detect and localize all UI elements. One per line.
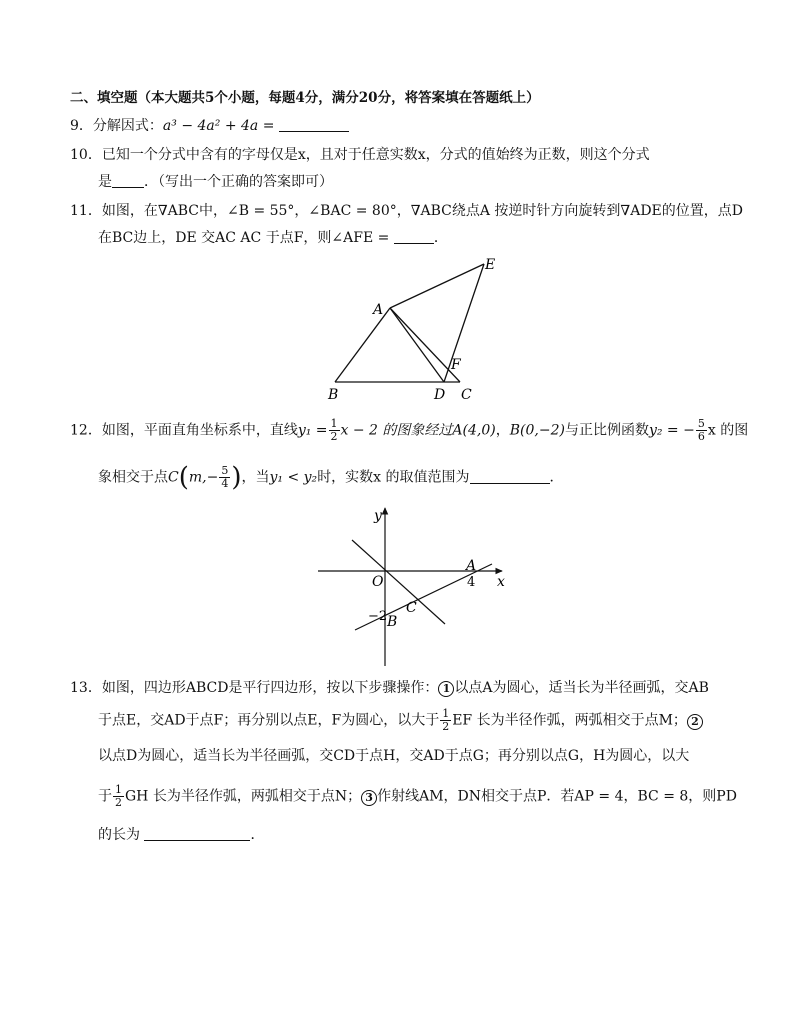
label-y: y xyxy=(374,508,382,524)
q12-text-2d: ． xyxy=(549,469,564,486)
label-D: D xyxy=(434,387,446,403)
question-11-line2 xyxy=(98,228,448,248)
step-2-marker: 2 xyxy=(687,714,703,730)
question-11-line1 xyxy=(70,201,743,221)
q13-text-1a: 如图，四边形ABCD是平行四边形，按以下步骤操作： xyxy=(101,680,439,696)
q12-text-1d: x 的图 xyxy=(707,422,749,439)
q11-text-2b: ． xyxy=(433,230,448,246)
q10-number: 10． xyxy=(70,147,102,163)
q12-point-C-m: m,− xyxy=(188,469,219,486)
q12-text-2a: 象相交于点 xyxy=(98,469,168,486)
q13-number: 13． xyxy=(70,680,102,696)
q12-point-C: C xyxy=(168,469,179,486)
q13-text-4b: GH 长为半径作弧，两弧相交于点N； xyxy=(125,788,362,805)
label-4: 4 xyxy=(467,575,476,590)
section-title: 二、填空题（本大题共5个小题，每题4分，满分20分，将答案填在答题纸上） xyxy=(70,90,540,106)
q12-y2: y₂ = − xyxy=(648,422,695,439)
step-1-marker: 1 xyxy=(438,681,454,697)
question-12-line1 xyxy=(70,418,748,443)
question-13-line2 xyxy=(98,708,703,733)
segment-AE xyxy=(390,264,484,308)
label-A-point: A xyxy=(466,558,477,574)
q13-text-4a: 于 xyxy=(98,788,112,805)
label-C: C xyxy=(461,387,472,403)
label-C-point: C xyxy=(406,600,417,616)
q11-triangle-figure xyxy=(320,252,520,404)
label-x: x xyxy=(497,574,505,590)
question-13-line4 xyxy=(98,784,737,809)
line-y2 xyxy=(352,540,445,624)
q12-text-1c: 与正比例函数 xyxy=(564,422,649,439)
q12-point-B: B(0,−2) xyxy=(509,422,565,439)
q10-text-1: 已知一个分式中含有的字母仅是x，且对于任意实数x，分式的值始终为正数，则这个分式 xyxy=(101,147,650,163)
question-12-line2: 象相交于点C(m,− $\frac{5}{4}$ )，当y₁ < y₂时，实数x 的取值范围为 ． xyxy=(98,462,564,493)
q12-number: 12． xyxy=(70,422,102,439)
q9-expression: a³ − 4a² + 4a = xyxy=(162,118,275,134)
q12-inequality: y₁ < y₂ xyxy=(269,469,318,486)
q11-number: 11． xyxy=(70,203,102,219)
label-F: F xyxy=(451,357,461,373)
q11-answer-blank[interactable] xyxy=(394,229,434,244)
q9-text: 分解因式： xyxy=(92,118,163,134)
q13-answer-blank[interactable] xyxy=(144,826,250,841)
step-3-marker: 3 xyxy=(361,790,377,806)
q11-text-1: 如图，在∇ABC中，∠B = 55°，∠BAC = 80°，∇ABC绕点A 按逆时针方向旋转到∇ADE的位置，点D xyxy=(101,203,743,219)
q12-y1: y₁ = xyxy=(297,422,328,439)
q12-answer-blank[interactable] xyxy=(470,469,550,484)
q10-answer-blank[interactable] xyxy=(112,173,144,188)
q12-coordinate-figure xyxy=(312,502,512,670)
q12-fraction-3: $\frac{5}{4}$ xyxy=(221,464,229,490)
q13-text-5a: 的长为 xyxy=(98,827,140,843)
q12-text-2c: 时，实数x 的取值范围为 xyxy=(317,469,470,486)
q12-text-1a: 如图，平面直角坐标系中，直线 xyxy=(101,422,298,439)
q13-text-2b: EF 长为半径作弧，两弧相交于点M； xyxy=(452,712,687,729)
label-A: A xyxy=(373,302,384,318)
segment-AD xyxy=(390,308,444,382)
label-origin: O xyxy=(372,574,384,590)
q12-sep: ， xyxy=(495,422,510,439)
q12-point-A: A(4,0) xyxy=(452,422,496,439)
q11-text-2a: 在BC边上，DE 交AC AC 于点F，则∠AFE = xyxy=(98,230,390,246)
label-B: B xyxy=(328,387,339,403)
q12-text-2b: ，当 xyxy=(241,469,270,486)
question-9 xyxy=(70,116,349,136)
q13-text-4c: 作射线AM，DN相交于点P．若AP = 4，BC = 8，则PD xyxy=(377,788,737,805)
q9-number: 9． xyxy=(70,118,93,134)
label-E: E xyxy=(485,257,496,273)
question-10-line1 xyxy=(70,145,650,165)
q13-text-2a: 于点E，交AD于点F；再分别以点E，F为圆心，以大于 xyxy=(98,712,440,729)
question-13-line1 xyxy=(70,678,709,698)
question-10-line2 xyxy=(98,172,333,192)
segment-AB xyxy=(335,308,390,382)
label-B-point: B xyxy=(387,614,398,630)
q12-fraction-2: $\frac{5}{6}$ xyxy=(697,417,705,443)
q13-text-1b: 以点A为圆心，适当长为半径画弧，交AB xyxy=(454,680,709,696)
q12-text-1b: x − 2 的图象经过 xyxy=(340,422,453,439)
question-13-line3: 以点D为圆心，适当长为半径画弧，交CD于点H，交AD于点G；再分别以点G，H为圆心，以大 xyxy=(98,748,690,764)
label-neg2: −2 xyxy=(368,609,388,624)
q12-fraction-1: $\frac{1}{2}$ xyxy=(330,417,338,443)
q10-text-2a: 是 xyxy=(98,174,112,190)
q13-text-5b: ． xyxy=(250,827,265,843)
q9-answer-blank[interactable] xyxy=(279,117,349,132)
q13-fraction-1: $\frac{1}{2}$ xyxy=(442,707,450,733)
q10-text-2b: ．（写出一个正确的答案即可） xyxy=(144,174,333,190)
segment-DE xyxy=(444,264,484,382)
segment-AC xyxy=(390,308,460,382)
question-13-line5 xyxy=(98,825,264,845)
q13-fraction-2: $\frac{1}{2}$ xyxy=(115,783,122,809)
